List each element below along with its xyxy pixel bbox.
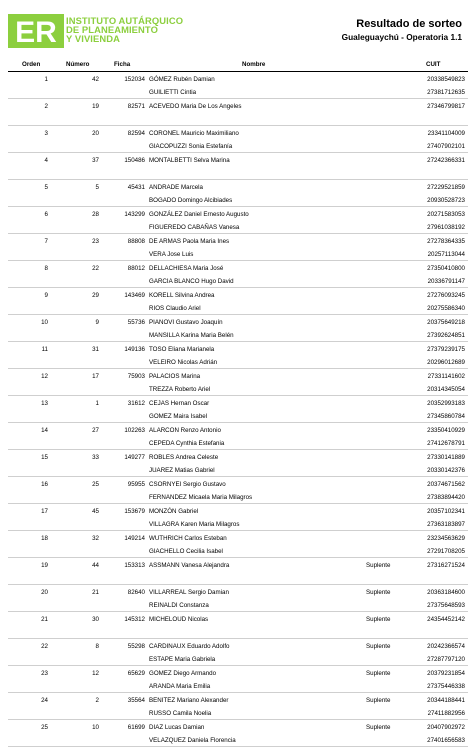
holder-name: CORONEL Mauricio Maximiliano [149,130,239,137]
holder-name: MONTALBETTI Selva Marina [149,157,230,164]
co-holder-cuit: 27291708205 [427,548,465,555]
status-label: Suplente [366,616,391,623]
co-holder-cuit: 20296012689 [427,359,465,366]
co-holder-name: CEPEDA Cynthia Estefania [149,440,225,447]
co-holder-name: MANSILLA Karina Maria Belén [149,332,234,339]
co-holder-name: FIGUEREDO CABAÑAS Vanesa [149,224,240,231]
numero-cell: 30 [92,616,99,623]
table-row [8,396,468,423]
ficha-cell: 149136 [124,346,145,353]
orden-cell: 16 [41,481,48,488]
holder-cuit: 20375649218 [427,319,465,326]
co-holder-cuit: 27392624851 [427,332,465,339]
holder-cuit: 27229521859 [427,184,465,191]
co-holder-name: TREZZA Roberto Ariel [149,386,211,393]
co-holder-name: RUSSO Camila Noelia [149,710,212,717]
table-row [8,666,468,693]
co-holder-cuit: 27381712635 [427,89,465,96]
co-holder-cuit: 20314345054 [427,386,465,393]
holder-name: GÓMEZ Rubén Damian [149,76,215,83]
numero-cell: 9 [95,319,99,326]
table-row [8,234,468,261]
numero-cell: 37 [92,157,99,164]
co-holder-cuit: 20275586340 [427,305,465,312]
holder-cuit: 20352993183 [427,400,465,407]
orden-cell: 22 [41,643,48,650]
ficha-cell: 153679 [124,508,145,515]
table-row [8,72,468,99]
orden-cell: 21 [41,616,48,623]
orden-cell: 14 [41,427,48,434]
table-row [8,612,468,639]
numero-cell: 45 [92,508,99,515]
co-holder-cuit: 27412678791 [427,440,465,447]
numero-cell: 44 [92,562,99,569]
table-header [8,60,468,72]
table-body [8,72,468,747]
ficha-cell: 45431 [127,184,145,191]
ficha-cell: 143299 [124,211,145,218]
ficha-cell: 82640 [127,589,145,596]
ficha-cell: 152034 [124,76,145,83]
numero-cell: 23 [92,238,99,245]
co-holder-name: ESTAPE Maria Gabriela [149,656,216,663]
ficha-cell: 143469 [124,292,145,299]
numero-cell: 1 [95,400,99,407]
ficha-cell: 88012 [127,265,145,272]
co-holder-cuit: 27287797120 [427,656,465,663]
table-row [8,423,468,450]
orden-cell: 25 [41,724,48,731]
document-title-block [342,18,462,43]
holder-name: CARDINAUX Eduardo Adolfo [149,643,230,650]
numero-cell: 29 [92,292,99,299]
ficha-cell: 31612 [127,400,145,407]
numero-cell: 32 [92,535,99,542]
table-row [8,315,468,342]
table-row [8,558,468,585]
orden-cell: 8 [44,265,48,272]
header-numero: Número [66,61,90,68]
holder-cuit: 23341104009 [427,130,465,137]
holder-name: TOSO Eliana Marianela [149,346,215,353]
holder-name: ANDRADE Marcela [149,184,203,191]
co-holder-cuit: 20257113044 [427,251,465,258]
holder-name: PIANOVI Gustavo Joaquín [149,319,223,326]
co-holder-cuit: 27961038192 [427,224,465,231]
table-row [8,126,468,153]
table-row [8,153,468,180]
co-holder-name: BOGADO Domingo Alcibiades [149,197,233,204]
table-row [8,207,468,234]
ficha-cell: 150486 [124,157,145,164]
co-holder-cuit: 20330142376 [427,467,465,474]
holder-name: MICHELOUD Nicolas [149,616,209,623]
status-label: Suplente [366,670,391,677]
ipv-logo-icon [8,14,64,48]
co-holder-cuit: 27383894420 [427,494,465,501]
orden-cell: 11 [41,346,48,353]
holder-cuit: 20363184600 [427,589,465,596]
orden-cell: 15 [41,454,48,461]
co-holder-name: REINALDI Constanza [149,602,209,609]
status-label: Suplente [366,724,391,731]
holder-name: CEJAS Hernan Oscar [149,400,210,407]
co-holder-cuit: 27375446338 [427,683,465,690]
table-row [8,720,468,747]
orden-cell: 10 [41,319,48,326]
table-row [8,531,468,558]
orden-cell: 9 [44,292,48,299]
orden-cell: 18 [41,535,48,542]
co-holder-name: GIACOPUZZI Sonia Estefanía [149,143,233,150]
orden-cell: 24 [41,697,48,704]
numero-cell: 5 [95,184,99,191]
holder-name: WUTHRICH Carlos Esteban [149,535,227,542]
holder-cuit: 27379239175 [427,346,465,353]
holder-cuit: 20242366574 [427,643,465,650]
holder-cuit: 20407902972 [427,724,465,731]
co-holder-name: GUILIETTI Cintia [149,89,197,96]
holder-name: PALACIOS Marina [149,373,201,380]
ficha-cell: 88808 [127,238,145,245]
holder-cuit: 24354452142 [427,616,465,623]
holder-cuit: 20374671562 [427,481,465,488]
numero-cell: 2 [95,697,99,704]
ficha-cell: 65629 [127,670,145,677]
institution-line-3: Y VIVIENDA [66,33,120,45]
document-header [0,0,476,56]
numero-cell: 28 [92,211,99,218]
holder-name: DE ARMAS Paola Maria Ines [149,238,230,245]
table-row [8,99,468,126]
header-ficha: Ficha [114,61,131,68]
numero-cell: 21 [92,589,99,596]
co-holder-name: VELAZQUEZ Daniela Florencia [149,737,236,744]
holder-cuit: 27330141889 [427,454,465,461]
numero-cell: 31 [92,346,99,353]
ficha-cell: 82594 [127,130,145,137]
holder-cuit: 27331141602 [427,373,465,380]
holder-cuit: 27346799817 [427,103,465,110]
orden-cell: 12 [41,373,48,380]
holder-name: ASSMANN Vanesa Alejandra [149,562,230,569]
co-holder-cuit: 20336791147 [427,278,465,285]
status-label: Suplente [366,697,391,704]
holder-cuit: 27350410800 [427,265,465,272]
holder-cuit: 27276093245 [427,292,465,299]
table-row [8,261,468,288]
co-holder-cuit: 27407902101 [427,143,465,150]
co-holder-name: VERA Jose Luis [149,251,194,258]
status-label: Suplente [366,643,391,650]
co-holder-name: GARCIA BLANCO Hugo David [149,278,234,285]
holder-cuit: 20379231854 [427,670,465,677]
numero-cell: 19 [92,103,99,110]
holder-name: GONZÁLEZ Daniel Ernesto Augusto [149,211,249,218]
orden-cell: 7 [44,238,48,245]
results-table [8,60,468,747]
orden-cell: 6 [44,211,48,218]
holder-name: KORELL Silvina Andrea [149,292,215,299]
ficha-cell: 102263 [124,427,145,434]
numero-cell: 27 [92,427,99,434]
co-holder-name: FERNANDEZ Micaela Maria Milagros [149,494,253,501]
ficha-cell: 35564 [127,697,145,704]
holder-cuit: 20338549823 [427,76,465,83]
co-holder-name: GIACHELLO Cecilia Isabel [149,548,223,555]
holder-cuit: 27316271524 [427,562,465,569]
holder-cuit: 20271583053 [427,211,465,218]
orden-cell: 23 [41,670,48,677]
holder-name: MONZÓN Gabriel [149,508,199,515]
co-holder-cuit: 27401656583 [427,737,465,744]
numero-cell: 22 [92,265,99,272]
co-holder-name: GOMEZ Maira Isabel [149,413,208,420]
document-subtitle: Gualeguaychú - Operatoria 1.1 [341,32,462,42]
co-holder-name: ARANDA Maria Emilia [149,683,211,690]
orden-cell: 20 [41,589,48,596]
numero-cell: 10 [92,724,99,731]
holder-cuit: 20344188441 [427,697,465,704]
holder-name: DIAZ Lucas Damian [149,724,205,731]
holder-name: ACEVEDO Maria De Los Angeles [149,103,242,110]
orden-cell: 5 [44,184,48,191]
table-row [8,477,468,504]
ficha-cell: 149214 [124,535,145,542]
ficha-cell: 153313 [124,562,145,569]
holder-cuit: 27278364335 [427,238,465,245]
header-cuit: CUIT [426,61,441,68]
numero-cell: 8 [95,643,99,650]
co-holder-name: VILLAGRA Karen Maria Milagros [149,521,240,528]
holder-name: ROBLES Andrea Celeste [149,454,219,461]
holder-cuit: 27242366331 [427,157,465,164]
table-row [8,693,468,720]
holder-name: GOMEZ Diego Armando [149,670,217,677]
numero-cell: 17 [92,373,99,380]
table-row [8,504,468,531]
table-row [8,180,468,207]
header-nombre: Nombre [242,61,266,68]
status-label: Suplente [366,589,391,596]
status-label: Suplente [366,562,391,569]
table-row [8,288,468,315]
table-row [8,369,468,396]
ficha-cell: 55298 [127,643,145,650]
co-holder-cuit: 27345860784 [427,413,465,420]
holder-name: ALARCON Renzo Antonio [149,427,221,434]
co-holder-name: VELEIRO Nicolas Adrián [149,359,218,366]
table-row [8,450,468,477]
numero-cell: 12 [92,670,99,677]
co-holder-cuit: 27411882956 [427,710,465,717]
holder-name: DELLACHIESA Maria José [149,265,224,272]
logo-mark: ER [15,16,57,48]
numero-cell: 33 [92,454,99,461]
orden-cell: 1 [44,76,48,83]
orden-cell: 4 [44,157,48,164]
table-row [8,342,468,369]
ficha-cell: 61699 [127,724,145,731]
numero-cell: 25 [92,481,99,488]
co-holder-cuit: 27375648593 [427,602,465,609]
ficha-cell: 145312 [124,616,145,623]
orden-cell: 2 [44,103,48,110]
co-holder-cuit: 20930528723 [427,197,465,204]
holder-name: CSORNYEI Sergio Gustavo [149,481,226,488]
co-holder-name: RIOS Claudio Ariel [149,305,201,312]
institution-name [66,16,226,44]
holder-cuit: 23350410929 [427,427,465,434]
numero-cell: 20 [92,130,99,137]
numero-cell: 42 [92,76,99,83]
orden-cell: 3 [44,130,48,137]
orden-cell: 19 [41,562,48,569]
orden-cell: 17 [41,508,48,515]
ficha-cell: 82571 [127,103,145,110]
table-row [8,639,468,666]
header-orden: Orden [22,61,41,68]
document-title: Resultado de sorteo [356,18,462,30]
holder-name: VILLARREAL Sergio Damian [149,589,229,596]
institution-line-2: DE PLANEAMIENTO [66,24,158,36]
co-holder-name: JUAREZ Matias Gabriel [149,467,215,474]
holder-name: BENITEZ Mariano Alexander [149,697,229,704]
ficha-cell: 95955 [127,481,145,488]
co-holder-cuit: 27363183897 [427,521,465,528]
ficha-cell: 55736 [127,319,145,326]
orden-cell: 13 [41,400,48,407]
holder-cuit: 23234563629 [427,535,465,542]
ficha-cell: 75903 [127,373,145,380]
table-row [8,585,468,612]
institution-line-1: INSTITUTO AUTÁRQUICO [66,15,184,26]
holder-cuit: 20357102341 [427,508,465,515]
ficha-cell: 149277 [124,454,145,461]
